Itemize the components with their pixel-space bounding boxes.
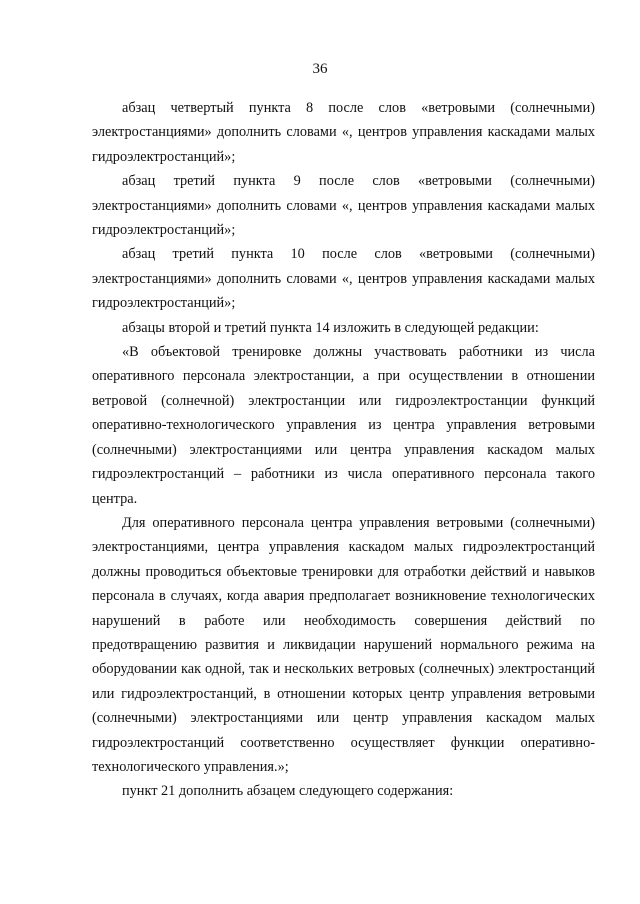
paragraph-item-14-third: Для оперативного персонала центра управления ветровыми (солнечными) электростанциями, центра управления каскадом малых гидроэлектростанций должны проводиться объектовые тренировки для отработки действий и навыков персонала в случаях, когда авария предполагает возникновение технологических нарушений в работе или необходимость совершения действий по предотвращению развития и ликвидации нарушений нормального режима на оборудовании как одной, так и нескольких ветровых (солнечных) электростанций или гидроэлектростанций, в отношении которых центр управления ветровыми (солнечными) электростанциями или центр управления каскадом малых гидроэлектростанций соответственно осуществляет функции оперативно-технологического управления.»; <box>92 514 595 775</box>
paragraph-amend-item-21-intro: пункт 21 дополнить абзацем следующего содержания: <box>122 783 454 800</box>
page-number: 36 <box>312 61 328 77</box>
paragraph-amend-item-14-intro: абзацы второй и третий пункта 14 изложить в следующей редакции: <box>122 319 539 336</box>
paragraph-amend-item-9: абзац третий пункта 9 после слов «ветровыми (солнечными) электростанциями» дополнить словами «, центров управления каскадами малых гидроэлектростанций»; <box>92 173 595 239</box>
paragraph-amend-item-10: абзац третий пункта 10 после слов «ветровыми (солнечными) электростанциями» дополнить словами «, центров управления каскадами малых гидроэлектростанций»; <box>92 246 595 312</box>
document-body <box>92 96 595 804</box>
paragraph-item-14-second: «В объектовой тренировке должны участвовать работники из числа оперативного персонала электростанции, а при осуществлении в отношении ветровой (солнечной) электростанции или гидроэлектростанции функций оперативно-технологического управления из центра управления ветровыми (солнечными) электростанциями или центра управления каскадом малых гидроэлектростанций – работники из числа оперативного персонала такого центра. <box>92 344 595 507</box>
paragraph-amend-item-8: абзац четвертый пункта 8 после слов «ветровыми (солнечными) электростанциями» дополнить словами «, центров управления каскадами малых гидроэлектростанций»; <box>92 100 595 165</box>
